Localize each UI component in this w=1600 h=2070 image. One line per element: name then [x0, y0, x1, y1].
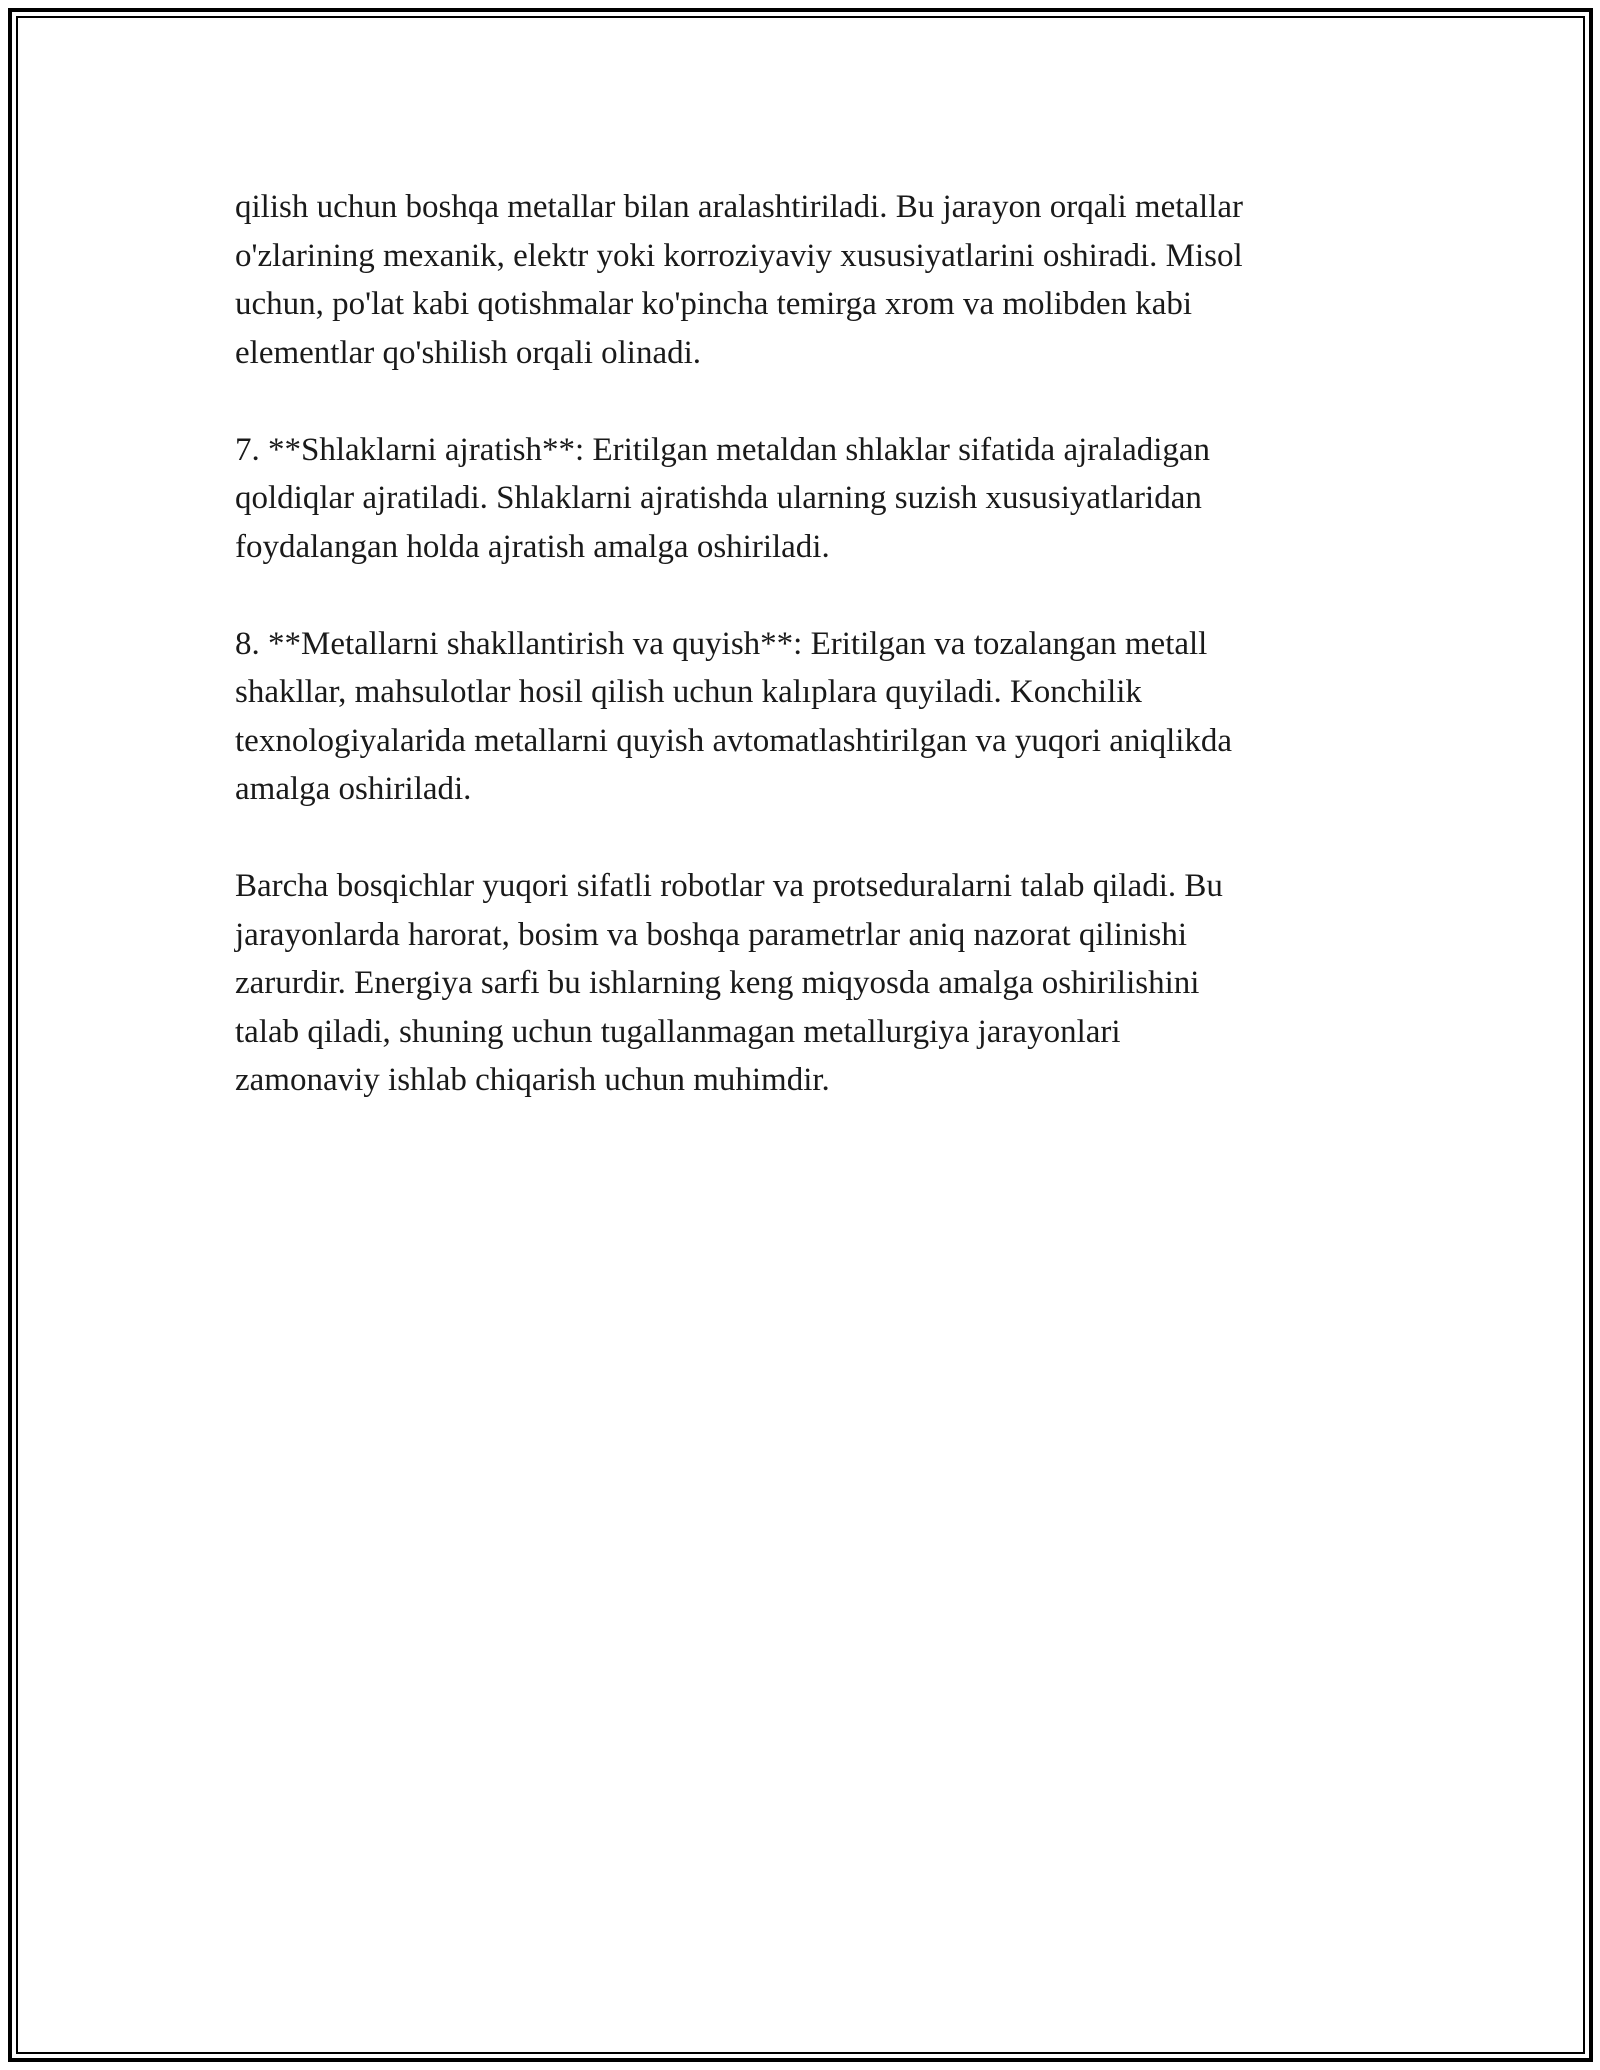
paragraph-shaping-casting — [235, 620, 1385, 814]
text-line: shakllar, mahsulotlar hosil qilish uchun kalıplara quyiladi. Konchilik — [235, 674, 1142, 710]
text-line: uchun, po'lat kabi qotishmalar ko'pincha temirga xrom va molibden kabi — [235, 286, 1193, 322]
text-line: elementlar qo'shilish orqali olinadi. — [235, 334, 702, 371]
text-line: talab qiladi, shuning uchun tugallanmagan metallurgiya jarayonlari — [235, 1013, 1121, 1050]
text-line: jarayonlarda harorat, bosim va boshqa parametrlar aniq nazorat qilinishi — [235, 916, 1188, 953]
text-line: foydalangan holda ajratish amalga oshiriladi. — [235, 528, 830, 565]
paragraph-conclusion — [235, 862, 1385, 1105]
document-body — [235, 183, 1385, 1153]
text-line: Barcha bosqichlar yuqori sifatli robotlar va protseduralarni talab qiladi. Bu — [235, 868, 1223, 904]
text-line: qilish uchun boshqa metallar bilan aralashtiriladi. Bu jarayon orqali metallar — [235, 189, 1244, 225]
paragraph-alloying — [235, 183, 1385, 377]
text-line: qoldiqlar ajratiladi. Shlaklarni ajratishda ularning suzish xususiyatlaridan — [235, 480, 1202, 516]
text-line: texnologiyalarida metallarni quyish avtomatlashtirilgan va yuqori aniqlikda — [235, 722, 1233, 759]
text-line: 7. **Shlaklarni ajratish**: Eritilgan metaldan shlaklar sifatida ajraladigan — [235, 431, 1211, 468]
text-line: amalga oshiriladi. — [235, 771, 472, 807]
paragraph-slag-separation — [235, 426, 1385, 572]
text-line: zamonaviy ishlab chiqarish uchun muhimdir. — [235, 1062, 830, 1098]
text-line: o'zlarining mexanik, elektr yoki korroziyaviy xususiyatlarini oshiradi. Misol — [235, 237, 1243, 274]
text-line: 8. **Metallarni shakllantirish va quyish**: Eritilgan va tozalangan metall — [235, 625, 1208, 662]
text-line: zarurdir. Energiya sarfi bu ishlarning keng miqyosda amalga oshirilishini — [235, 965, 1200, 1001]
